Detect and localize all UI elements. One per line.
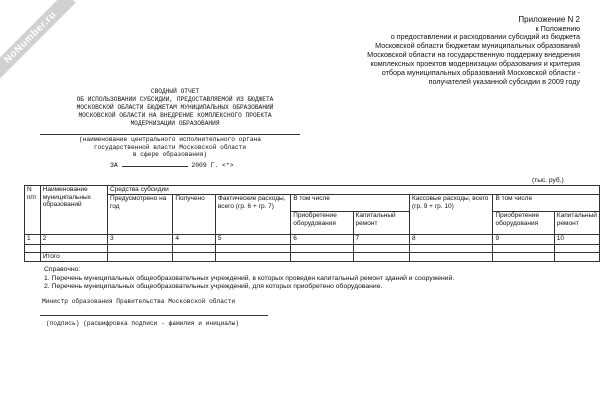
col-header-equipment-2: Приобретение оборудования	[493, 212, 554, 235]
table-cell	[409, 253, 492, 262]
col-header-repair-2: Капитальный ремонт	[554, 212, 599, 235]
appendix-line: о предоставлении и расходовании субсидий из бюджета	[390, 32, 580, 42]
table-cell	[493, 245, 554, 253]
col-header-planned: Предусмотрено на год	[107, 195, 172, 235]
period-suffix: 2009 Г. <*>	[191, 162, 234, 169]
header-row	[25, 186, 600, 195]
minister-title: Министр образования Правительства Московской области	[42, 298, 236, 305]
table-cell	[554, 245, 599, 253]
column-number: 10	[554, 235, 599, 245]
table-cell	[107, 245, 172, 253]
table-cell	[25, 245, 41, 253]
org-caption-line: государственной власти Московской области	[93, 143, 247, 151]
col-header-actual: Фактические расходы, всего (гр. 6 + гр. 7)	[215, 195, 290, 235]
table-cell	[173, 245, 216, 253]
total-label: Итого	[40, 253, 107, 262]
table-cell	[40, 245, 107, 253]
col-header-name: Наименование муниципальных образований	[40, 186, 107, 235]
table-cell	[215, 253, 290, 262]
org-caption	[45, 136, 295, 159]
column-number: 2	[40, 235, 107, 245]
report-period	[110, 160, 234, 169]
col-header-repair-1: Капитальный ремонт	[353, 212, 409, 235]
appendix-line: Московской области бюджетам муниципальных образований	[375, 41, 580, 51]
column-number: 3	[107, 235, 172, 245]
appendix-line: получателей указанной субсидии в 2009 году	[428, 76, 580, 86]
period-blank-line	[122, 160, 188, 167]
total-row	[25, 253, 600, 262]
appendix-line: Московской области на государственную поддержку внедрения	[367, 50, 580, 60]
notes-item: 2. Перечень муниципальных общеобразовательных учреждений, для которых приобретено оборудование.	[44, 283, 383, 291]
appendix-block	[310, 15, 580, 87]
report-title-line: ОБ ИСПОЛЬЗОВАНИИ СУБСИДИИ, ПРЕДОСТАВЛЯЕМОЙ ИЗ БЮДЖЕТА	[76, 95, 274, 103]
table-cell	[493, 253, 554, 262]
report-title-line: МОСКОВСКОЙ ОБЛАСТИ НА ВНЕДРЕНИЕ КОМПЛЕКСНОГО ПРОЕКТА	[78, 111, 272, 119]
report-title-line: МОСКОВСКОЙ ОБЛАСТИ БЮДЖЕТАМ МУНИЦИПАЛЬНЫХ ОБРАЗОВАНИЙ	[76, 103, 274, 111]
notes-item: 1. Перечень муниципальных общеобразовательных учреждений, в которых проведен капитальный ремонт зданий и сооружений.	[44, 274, 455, 282]
col-header-subsidy-group: Средства субсидии	[107, 186, 599, 195]
table-cell	[353, 253, 409, 262]
org-caption-line: в сфере образования)	[132, 151, 208, 159]
org-name-line	[40, 134, 300, 135]
column-number-row	[25, 235, 600, 245]
column-number: 4	[173, 235, 216, 245]
table-cell	[25, 253, 41, 262]
col-header-received: Получено	[173, 195, 216, 235]
col-header-including-2: В том числе	[493, 195, 600, 212]
units-label: (тыс. руб.)	[532, 177, 564, 184]
header-row	[25, 195, 600, 212]
report-title	[40, 88, 310, 128]
table-cell	[554, 253, 599, 262]
table-cell	[291, 253, 353, 262]
column-number: 9	[493, 235, 554, 245]
column-number: 5	[215, 235, 290, 245]
notes-block	[44, 266, 584, 292]
table-cell	[107, 253, 172, 262]
appendix-title: Приложение N 2	[518, 15, 580, 24]
column-number: 6	[291, 235, 353, 245]
signature-line	[40, 315, 268, 316]
appendix-line: отбора муниципальных образований Московской области -	[381, 68, 580, 78]
appendix-line: к Положению	[535, 23, 580, 33]
watermark: NoNumber.ru	[0, 0, 76, 83]
report-title-line: СВОДНЫЙ ОТЧЕТ	[150, 88, 200, 95]
table-cell	[173, 253, 216, 262]
table-cell	[353, 245, 409, 253]
column-number: 1	[25, 235, 41, 245]
appendix-line: комплексных проектов модернизации образования и критерия	[370, 59, 580, 69]
empty-row	[25, 245, 600, 253]
signature-caption: (подпись) (расшифровка подписи - фамилия и инициалы)	[46, 320, 240, 327]
report-title-line: МОДЕРНИЗАЦИИ ОБРАЗОВАНИЯ	[130, 119, 220, 127]
table-cell	[291, 245, 353, 253]
col-header-equipment-1: Приобретение оборудования	[291, 212, 353, 235]
col-header-cash: Кассовые расходы, всего (гр. 9 + гр. 10)	[409, 195, 492, 235]
org-caption-line: (наименование центрального исполнительного органа	[79, 136, 261, 143]
period-prefix: ЗА	[110, 162, 118, 169]
table-cell	[215, 245, 290, 253]
table-cell	[409, 245, 492, 253]
column-number: 8	[409, 235, 492, 245]
column-number: 7	[353, 235, 409, 245]
notes-title: Справочно:	[44, 266, 81, 273]
col-header-no: N п/п	[25, 186, 41, 235]
col-header-including-1: В том числе	[291, 195, 410, 212]
subsidy-table	[24, 185, 600, 262]
